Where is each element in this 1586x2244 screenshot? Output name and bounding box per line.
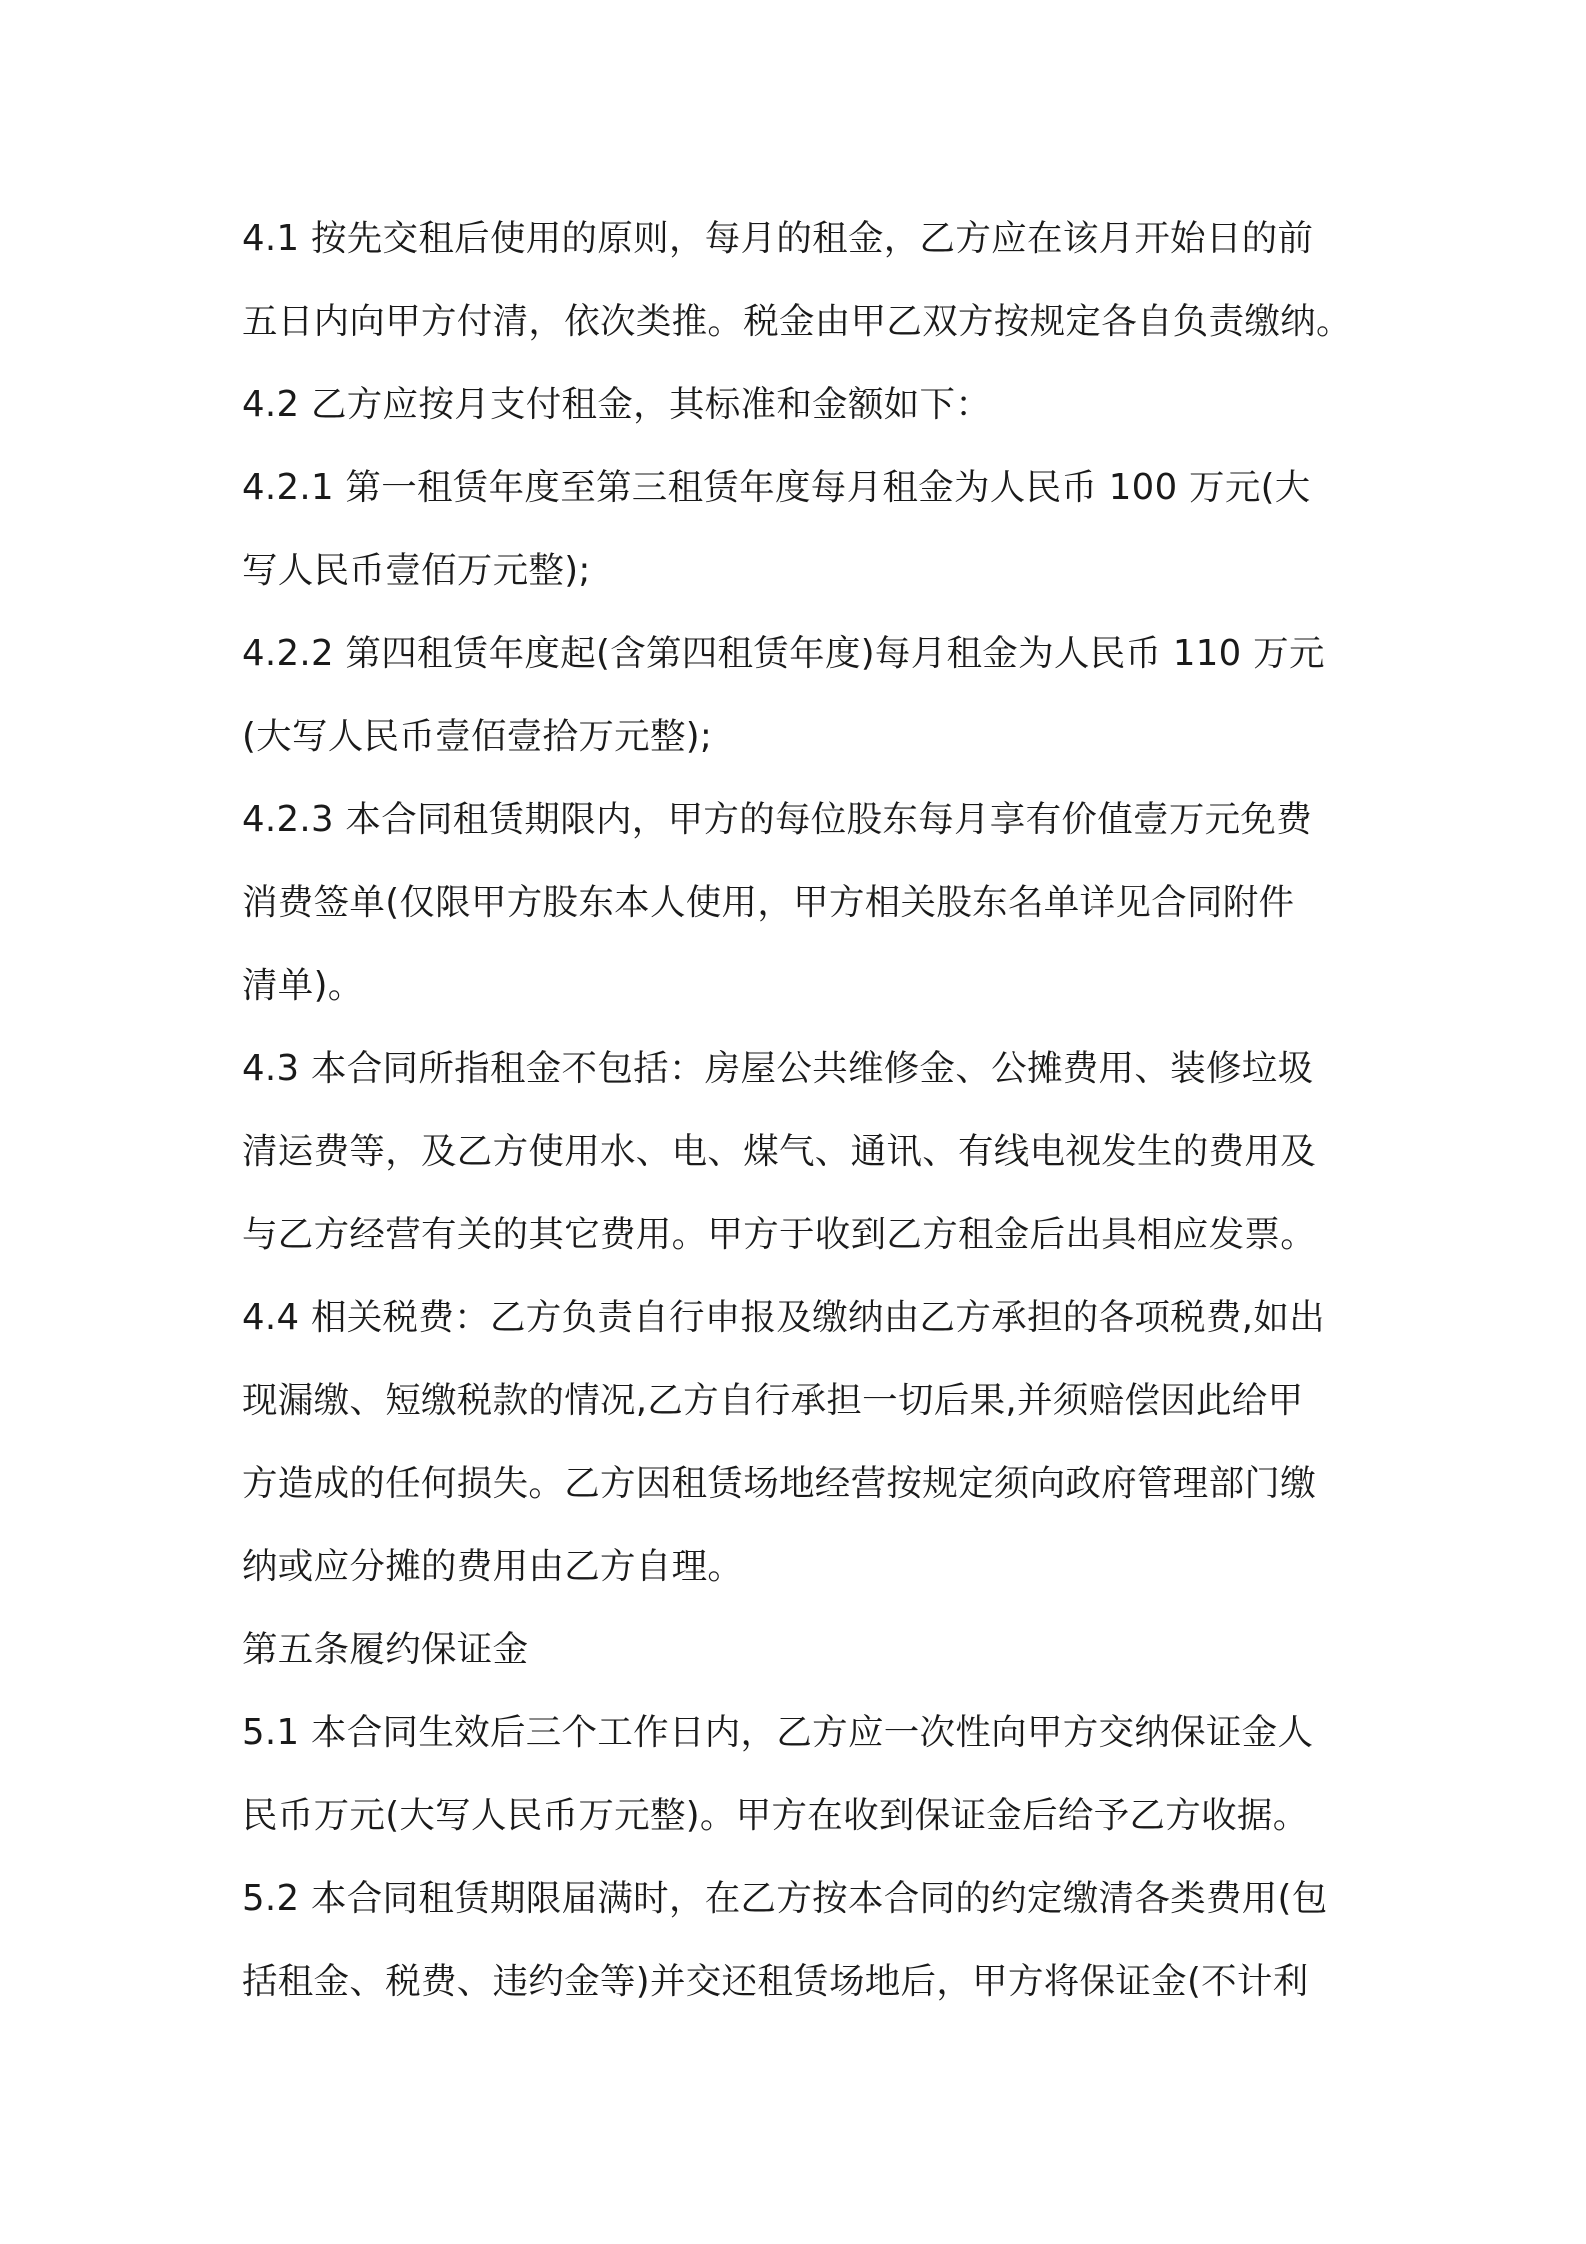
- text-line: (大写人民币壹佰壹拾万元整);: [242, 716, 713, 757]
- text-line: 清运费等，及乙方使用水、电、煤气、通讯、有线电视发生的费用及: [242, 1131, 1317, 1172]
- text-line: 5.1 本合同生效后三个工作日内，乙方应一次性向甲方交纳保证金人: [242, 1712, 1314, 1753]
- text-line: 4.2.1 第一租赁年度至第三租赁年度每月租金为人民币 100 万元(大: [242, 467, 1311, 508]
- section-heading: 第五条履约保证金: [242, 1629, 529, 1670]
- text-line: 写人民币壹佰万元整);: [242, 550, 591, 591]
- contract-text: [242, 197, 1352, 2023]
- text-line: 民币万元(大写人民币万元整)。甲方在收到保证金后给予乙方收据。: [242, 1795, 1309, 1836]
- text-line: 4.2.2 第四租赁年度起(含第四租赁年度)每月租金为人民币 110 万元: [242, 633, 1325, 674]
- text-line: 4.2 乙方应按月支付租金，其标准和金额如下：: [242, 384, 992, 425]
- text-line: 纳或应分摊的费用由乙方自理。: [242, 1546, 744, 1587]
- text-line: 现漏缴、短缴税款的情况,乙方自行承担一切后果,并须赔偿因此给甲: [242, 1380, 1304, 1421]
- text-line: 括租金、税费、违约金等)并交还租赁场地后，甲方将保证金(不计利: [242, 1961, 1309, 2002]
- text-line: 清单)。: [242, 965, 364, 1006]
- text-line: 4.1 按先交租后使用的原则，每月的租金，乙方应在该月开始日的前: [242, 218, 1314, 259]
- text-line: 5.2 本合同租赁期限届满时，在乙方按本合同的约定缴清各类费用(包: [242, 1878, 1328, 1919]
- text-line: 4.4 相关税费：乙方负责自行申报及缴纳由乙方承担的各项税费,如出: [242, 1297, 1325, 1338]
- text-line: 消费签单(仅限甲方股东本人使用，甲方相关股东名单详见合同附件: [242, 882, 1295, 923]
- text-line: 方造成的任何损失。乙方因租赁场地经营按规定须向政府管理部门缴: [242, 1463, 1317, 1504]
- text-line: 五日内向甲方付清，依次类推。税金由甲乙双方按规定各自负责缴纳。: [242, 301, 1352, 342]
- text-line: 与乙方经营有关的其它费用。甲方于收到乙方租金后出具相应发票。: [242, 1214, 1317, 1255]
- text-line: 4.2.3 本合同租赁期限内，甲方的每位股东每月享有价值壹万元免费: [242, 799, 1313, 840]
- text-line: 4.3 本合同所指租金不包括：房屋公共维修金、公摊费用、装修垃圾: [242, 1048, 1314, 1089]
